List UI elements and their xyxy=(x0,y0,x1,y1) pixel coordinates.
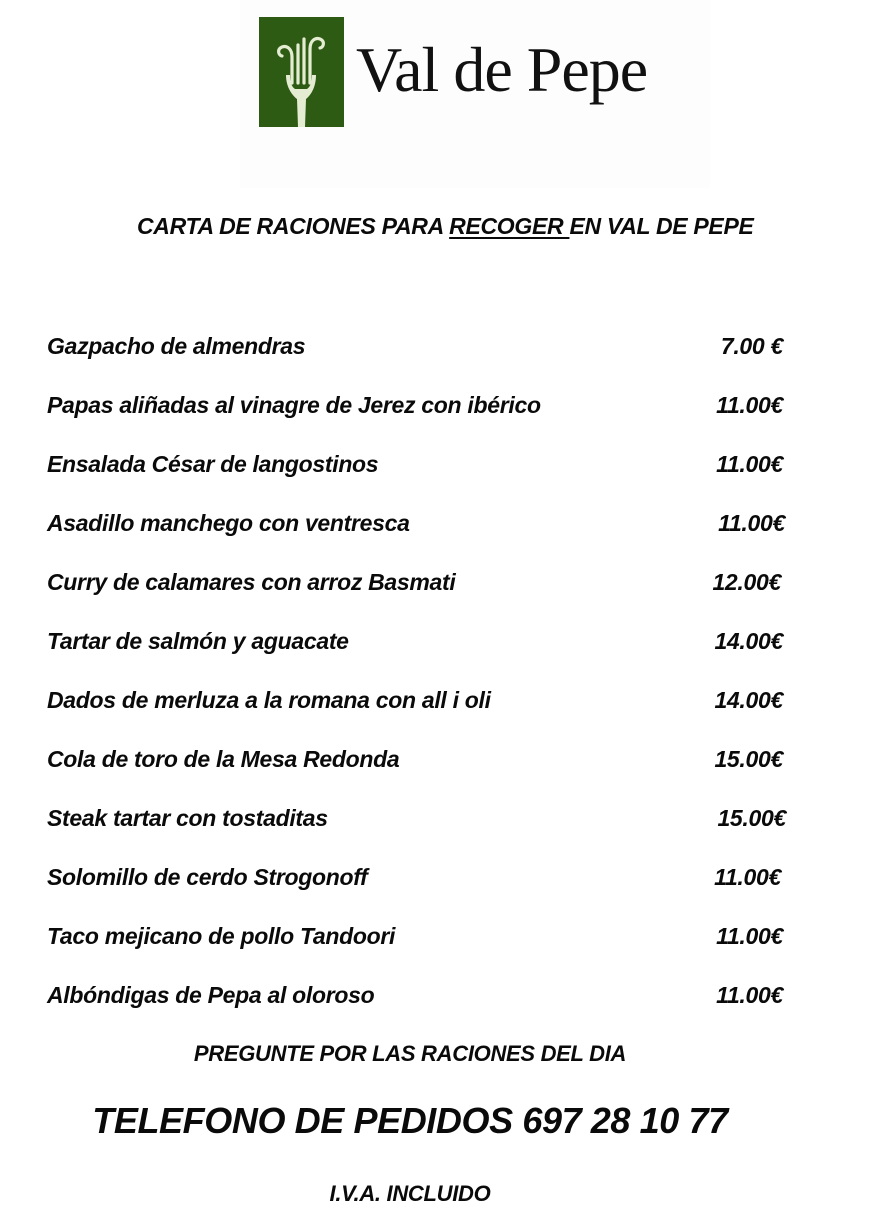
menu-item-name: Dados de merluza a la romana con all i oli xyxy=(47,687,491,713)
ask-daily-specials: PREGUNTE POR LAS RACIONES DEL DIA xyxy=(193,1041,627,1066)
tax-note: I.V.A. INCLUIDO xyxy=(329,1181,491,1206)
menu-item xyxy=(47,510,807,544)
menu-item-name: Cola de toro de la Mesa Redonda xyxy=(47,746,400,772)
menu-item-name: Solomillo de cerdo Strogonoff xyxy=(47,864,368,890)
menu-item-name: Steak tartar con tostaditas xyxy=(47,805,328,831)
menu-item-name: Asadillo manchego con ventresca xyxy=(47,510,410,536)
menu-item xyxy=(47,805,807,839)
menu-item xyxy=(47,687,807,721)
menu-item-price: 14.00€ xyxy=(714,687,783,713)
menu-item-price: 12.00€ xyxy=(712,569,781,595)
menu-item-name: Curry de calamares con arroz Basmati xyxy=(47,569,456,595)
brand-name: Val de Pepe xyxy=(356,34,648,105)
menu-item-name: Gazpacho de almendras xyxy=(47,333,306,359)
menu-title-before: CARTA DE RACIONES PARA xyxy=(137,213,450,239)
menu-item xyxy=(47,982,807,1016)
menu-item xyxy=(47,392,807,426)
menu-item-name: Taco mejicano de pollo Tandoori xyxy=(47,923,396,949)
menu-item-price: 11.00€ xyxy=(716,923,783,949)
menu-item-price: 7.00 € xyxy=(720,333,783,359)
menu-item xyxy=(47,864,807,898)
fork-icon xyxy=(259,17,344,127)
order-phone-number: 697 28 10 77 xyxy=(522,1100,728,1141)
menu-item-price: 11.00€ xyxy=(718,510,785,536)
order-phone xyxy=(0,1100,870,1142)
menu-title-after: EN VAL DE PEPE xyxy=(569,213,754,239)
menu-item-name: Ensalada César de langostinos xyxy=(47,451,379,477)
menu-item-name: Papas aliñadas al vinagre de Jerez con ibérico xyxy=(47,392,541,418)
menu-title xyxy=(0,213,870,240)
menu-item-name: Tartar de salmón y aguacate xyxy=(47,628,349,654)
menu-item-price: 11.00€ xyxy=(714,864,781,890)
menu-item xyxy=(47,923,807,957)
menu-item xyxy=(47,451,807,485)
menu-item-price: 11.00€ xyxy=(716,982,783,1008)
menu-item-price: 15.00€ xyxy=(714,746,783,772)
menu-item xyxy=(47,333,807,367)
menu-item-price: 11.00€ xyxy=(716,392,783,418)
order-phone-label: TELEFONO DE PEDIDOS xyxy=(92,1100,513,1141)
menu-item xyxy=(47,628,807,662)
menu-item xyxy=(47,746,807,780)
menu-title-recoger: RECOGER xyxy=(449,213,570,239)
menu-item xyxy=(47,569,807,603)
menu-item-price: 14.00€ xyxy=(714,628,783,654)
menu-item-price: 11.00€ xyxy=(716,451,783,477)
menu-item-name: Albóndigas de Pepa al oloroso xyxy=(47,982,375,1008)
menu-item-price: 15.00€ xyxy=(717,805,786,831)
